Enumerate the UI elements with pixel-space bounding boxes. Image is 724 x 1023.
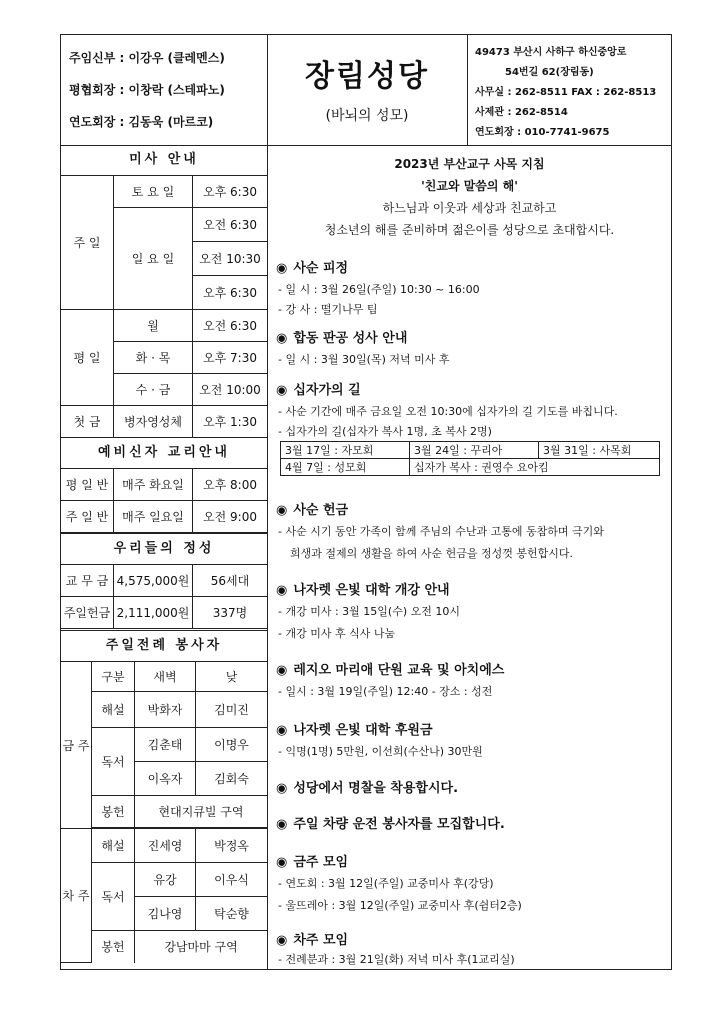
- offering-label: 교 무 금: [61, 565, 114, 597]
- server-name: 김미진: [196, 692, 268, 728]
- bullet-icon: ◉: [276, 383, 288, 398]
- mass-time: 오전 10:30: [193, 242, 268, 276]
- service-group: 현대지큐빌 구역: [135, 796, 268, 828]
- servers-head: 새벽: [135, 662, 196, 692]
- role-label: 독서: [92, 728, 135, 796]
- offering-amount: 2,111,000원: [114, 597, 193, 629]
- notices-column: [268, 145, 671, 969]
- server-name: 이명우: [196, 728, 268, 762]
- notice-heading: [276, 719, 433, 738]
- server-name: 박화자: [135, 692, 196, 728]
- server-name: 박정옥: [196, 829, 268, 863]
- server-name: 진세영: [135, 829, 196, 863]
- pastoral-line: 하느님과 이웃과 세상과 친교하고: [382, 201, 557, 215]
- offering-count: 56세대: [193, 565, 268, 597]
- servers-head: 낮: [196, 662, 268, 692]
- catechism-time: 오전 9:00: [193, 501, 268, 533]
- server-name: 김회숙: [196, 762, 268, 796]
- schedule-cell: 3월 17일 : 자모회: [281, 442, 410, 459]
- server-name: 이우식: [196, 863, 268, 897]
- council-president-text: 평협회장 : 이창락 (스테파노): [69, 83, 225, 97]
- notice-heading: [276, 851, 348, 870]
- notice-heading-text: 성당에서 명찰을 착용합시다.: [293, 781, 459, 796]
- notice-heading: [276, 327, 407, 346]
- schedule-cell: 3월 24일 : 꾸리아: [410, 442, 539, 459]
- bullet-icon: ◉: [276, 723, 288, 738]
- role-label: 봉헌: [92, 796, 135, 828]
- notice-line: - 개강 미사 후 식사 나눔: [278, 627, 396, 640]
- notice-heading: [276, 777, 458, 796]
- offering-title: 우리들의 정성: [61, 533, 267, 565]
- header-staff: [61, 35, 268, 145]
- notice-heading-text: 나자렛 은빛 대학 개강 안내: [293, 583, 450, 598]
- schedule-cell: 3월 31일 : 사목회: [539, 442, 660, 459]
- catechism-table: [61, 468, 267, 533]
- office-phone: 사무실 : 262-8511 FAX : 262-8513: [475, 87, 657, 98]
- offering-count: 337명: [193, 597, 268, 629]
- notice-line: - 울뜨레아 : 3월 12일(주일) 교중미사 후(쉼터2층): [278, 899, 522, 912]
- catechism-day: 매주 일요일: [114, 501, 193, 533]
- catechism-label: 주 일 반: [61, 501, 114, 533]
- mass-time: 오전 6:30: [193, 310, 268, 342]
- notice-line: - 일시 : 3월 19일(주일) 12:40 - 장소 : 성전: [278, 685, 493, 698]
- notice-heading: [276, 659, 504, 678]
- catechism-time: 오후 8:00: [193, 469, 268, 501]
- notice-line: - 사순 시기 동안 가족이 함께 주님의 수난과 고통에 동참하며 극기와: [278, 525, 604, 538]
- catechism-label: 평 일 반: [61, 469, 114, 501]
- address-line: 49473 부산시 사하구 하신중앙로: [475, 47, 627, 58]
- notice-heading-text: 사순 피정: [293, 261, 349, 276]
- bullet-icon: ◉: [276, 663, 288, 678]
- pastoral-line: 청소년의 해를 준비하며 젊은이를 성당으로 초대합시다.: [324, 223, 615, 237]
- servers-table: [61, 661, 267, 963]
- notice-heading: [276, 379, 361, 398]
- pastoral-title: 2023년 부산교구 사목 지침: [394, 157, 545, 171]
- bullet-icon: ◉: [276, 583, 288, 598]
- catechism-day: 매주 화요일: [114, 469, 193, 501]
- mass-title: 미사 안내: [61, 145, 267, 176]
- stations-schedule-table: [280, 441, 660, 476]
- mass-time: 오전 6:30: [193, 208, 268, 242]
- yeondo-president-text: 연도회장 : 김동욱 (마르코): [69, 115, 214, 129]
- notice-heading-text: 차주 모임: [293, 933, 349, 948]
- header: [61, 35, 671, 146]
- yeondo-phone: 연도회장 : 010-7741-9675: [475, 127, 610, 138]
- servers-title: 주일전례 봉사자: [61, 630, 267, 662]
- mass-day: 병자영성체: [114, 406, 193, 438]
- notice-heading: [276, 499, 348, 518]
- offering-amount: 4,575,000원: [114, 565, 193, 597]
- notice-heading: [276, 257, 348, 276]
- mass-time: 오후 6:30: [193, 276, 268, 310]
- bulletin-frame: [60, 34, 672, 970]
- mass-day: 일 요 일: [114, 208, 193, 310]
- server-name: 탁순향: [196, 897, 268, 931]
- rectory-phone: 사제관 : 262-8514: [475, 107, 568, 118]
- notice-heading-text: 사순 헌금: [293, 503, 349, 518]
- catechism-title: 예비신자 교리안내: [61, 437, 267, 469]
- servers-head: 구분: [92, 662, 135, 692]
- notice-line: - 십자가의 길(십자가 복사 1명, 초 복사 2명): [278, 425, 492, 438]
- bullet-icon: ◉: [276, 503, 288, 518]
- mass-day: 월: [114, 310, 193, 342]
- next-week-label: 차 주: [61, 829, 92, 963]
- server-name: 유강: [135, 863, 196, 897]
- notice-line: - 전례분과 : 3월 21일(화) 저녁 미사 후(1교리실): [278, 953, 515, 966]
- bullet-icon: ◉: [276, 331, 288, 346]
- notice-line: - 익명(1명) 5만원, 이선희(수산나) 30만원: [278, 745, 483, 758]
- pastor-text: 주임신부 : 이강우 (클레멘스): [69, 51, 225, 65]
- sunday-group: 주 일: [61, 176, 114, 310]
- offering-label: 주일헌금: [61, 597, 114, 629]
- server-name: 이옥자: [135, 762, 196, 796]
- service-group: 강남마마 구역: [135, 931, 268, 963]
- weekday-group: 평 일: [61, 310, 114, 406]
- mass-table: [61, 175, 267, 438]
- notice-line: 희생과 절제의 생활을 하여 사순 헌금을 정성껏 봉헌합시다.: [290, 547, 573, 560]
- church-subtitle: (바뇌의 성모): [325, 108, 409, 124]
- schedule-cell: 4월 7일 : 성모회: [281, 459, 410, 476]
- pastoral-motto: '친교와 말씀의 해': [421, 179, 518, 193]
- church-title: 장림성당: [305, 59, 429, 94]
- left-column: [61, 145, 268, 969]
- notice-heading-text: 금주 모임: [293, 855, 349, 870]
- notice-heading: [276, 579, 450, 598]
- bullet-icon: ◉: [276, 817, 288, 832]
- first-fri-label: 첫 금: [61, 406, 114, 438]
- mass-time: 오후 6:30: [193, 176, 268, 208]
- role-label: 독서: [92, 863, 135, 931]
- offering-table: [61, 564, 267, 629]
- this-week-label: 금 주: [61, 662, 92, 829]
- notice-heading-text: 나자렛 은빛 대학 후원금: [293, 723, 433, 738]
- server-name: 김나영: [135, 897, 196, 931]
- header-contact: [467, 35, 671, 145]
- notice-line: - 사순 기간에 매주 금요일 오전 10:30에 십자가의 길 기도를 바칩니다.: [278, 405, 618, 418]
- notice-line: - 개강 미사 : 3월 15일(수) 오전 10시: [278, 605, 460, 618]
- header-title-box: [267, 35, 468, 145]
- mass-time: 오후 1:30: [193, 406, 268, 438]
- mass-time: 오전 10:00: [193, 374, 268, 406]
- notice-line: - 일 시 : 3월 30일(목) 저녁 미사 후: [278, 353, 450, 366]
- bullet-icon: ◉: [276, 781, 288, 796]
- notice-heading: [276, 929, 348, 948]
- notice-heading-text: 십자가의 길: [293, 383, 361, 398]
- notice-line: - 강 사 : 떨기나무 팀: [278, 303, 378, 316]
- mass-time: 오후 7:30: [193, 342, 268, 374]
- server-name: 김춘태: [135, 728, 196, 762]
- notice-heading-text: 레지오 마리애 단원 교육 및 아치에스: [293, 663, 505, 678]
- mass-day: 토 요 일: [114, 176, 193, 208]
- address-line: 54번길 62(장림동): [505, 67, 594, 78]
- mass-day: 수 · 금: [114, 374, 193, 406]
- bullet-icon: ◉: [276, 933, 288, 948]
- notice-heading: [276, 813, 505, 832]
- bullet-icon: ◉: [276, 261, 288, 276]
- notice-heading-text: 합동 판공 성사 안내: [293, 331, 408, 346]
- schedule-cell: 십자가 복사 : 권영수 요아킴: [410, 459, 660, 476]
- role-label: 해설: [92, 829, 135, 863]
- notice-heading-text: 주일 차량 운전 봉사자를 모집합니다.: [293, 817, 505, 832]
- notice-line: - 일 시 : 3월 26일(주일) 10:30 ~ 16:00: [278, 283, 480, 296]
- bullet-icon: ◉: [276, 855, 288, 870]
- role-label: 봉헌: [92, 931, 135, 963]
- notice-line: - 연도회 : 3월 12일(주일) 교중미사 후(강당): [278, 877, 494, 890]
- mass-day: 화 · 목: [114, 342, 193, 374]
- role-label: 해설: [92, 692, 135, 728]
